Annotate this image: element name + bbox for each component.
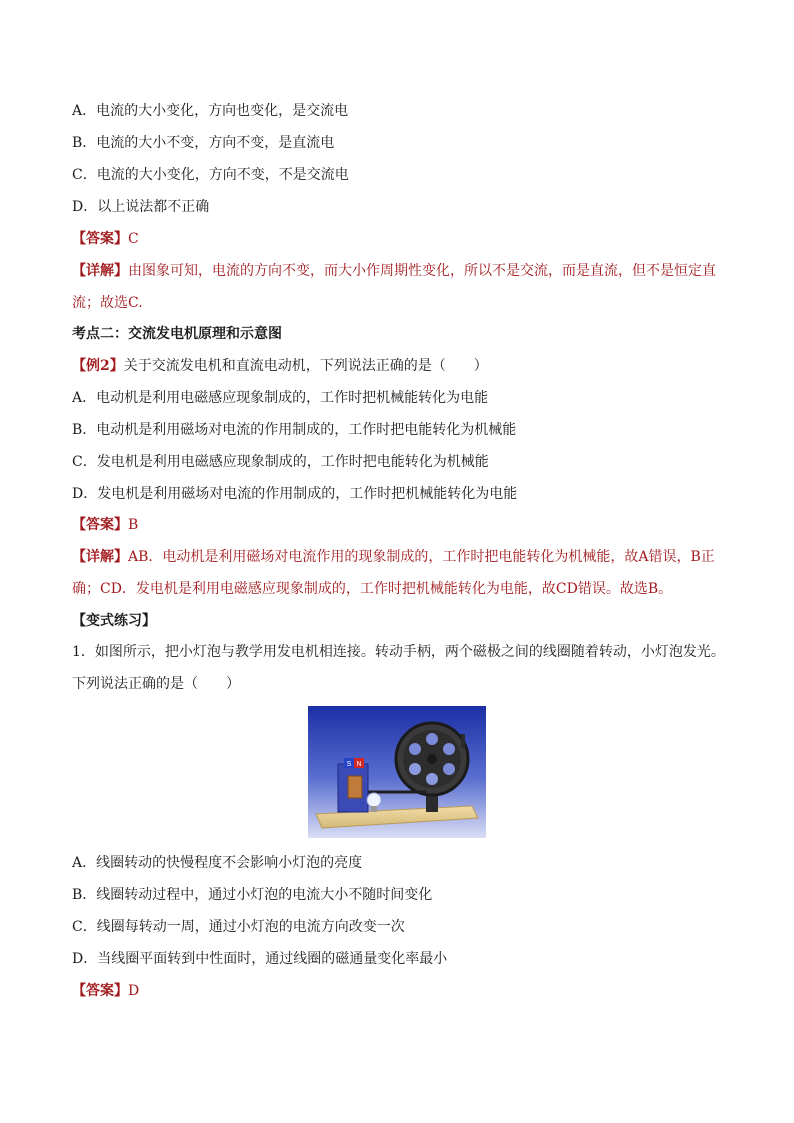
example-2-answer-value: B (128, 517, 139, 533)
q1-detail-tag: 【详解】 (72, 263, 128, 279)
example-2-option-a: A．电动机是利用电磁感应现象制成的，工作时把机械能转化为电能 (72, 390, 489, 406)
practice-heading: 【变式练习】 (72, 613, 156, 629)
practice-option-a: A．线圈转动的快慢程度不会影响小灯泡的亮度 (72, 855, 363, 871)
q1-answer-value: C (128, 231, 139, 247)
hand-crank-wheel (396, 723, 468, 795)
example-2-option-b: B．电动机是利用磁场对电流的作用制成的，工作时把电能转化为机械能 (72, 422, 517, 438)
practice-question-line-2: 下列说法正确的是（ ） (72, 676, 240, 692)
q1-detail-line-2: 流；故选C. (72, 295, 143, 311)
q1-option-b: B．电流的大小不变，方向不变，是直流电 (72, 135, 335, 151)
q1-option-d: D．以上说法都不正确 (72, 199, 210, 215)
example-2-tag: 【例2】 (72, 358, 124, 374)
example-2-detail-line-1 (72, 547, 754, 567)
example-2-answer-tag: 【答案】 (72, 517, 128, 533)
example-2-detail-tag: 【详解】 (72, 549, 128, 565)
example-2-answer (72, 515, 754, 535)
example-2-detail-line-2: 确；CD．发电机是利用电磁感应现象制成的，工作时把机械能转化为电能，故CD错误。故选B。 (72, 581, 673, 597)
q1-option-c: C．电流的大小变化，方向不变，不是交流电 (72, 167, 349, 183)
practice-option-d: D．当线圈平面转到中性面时，通过线圈的磁通量变化率最小 (72, 951, 448, 967)
q1-answer (72, 229, 754, 249)
coil (348, 776, 362, 798)
practice-answer-tag: 【答案】 (72, 983, 128, 999)
practice-answer-value: D (128, 983, 140, 999)
example-2-stem (72, 356, 754, 376)
generator-photo (308, 706, 486, 838)
practice-option-c: C．线圈每转动一周，通过小灯泡的电流方向改变一次 (72, 919, 405, 935)
magnet-n-label: N (356, 761, 362, 768)
q1-option-a: A．电流的大小变化，方向也变化，是交流电 (72, 103, 349, 119)
practice-option-b: B．线圈转动过程中，通过小灯泡的电流大小不随时间变化 (72, 887, 433, 903)
example-2-option-c: C．发电机是利用电磁感应现象制成的，工作时把电能转化为机械能 (72, 454, 489, 470)
section-heading: 考点二：交流发电机原理和示意图 (72, 326, 282, 342)
magnet-s-label: S (346, 761, 352, 768)
q1-detail-text-1: 由图象可知，电流的方向不变，而大小作周期性变化，所以不是交流，而是直流，但不是恒定直 (128, 263, 716, 279)
example-2-question: 关于交流发电机和直流电动机，下列说法正确的是（ ） (123, 358, 488, 374)
example-2-option-d: D．发电机是利用磁场对电流的作用制成的，工作时把机械能转化为电能 (72, 486, 518, 502)
practice-question-line-1: 1．如图所示，把小灯泡与教学用发电机相连接。转动手柄，两个磁极之间的线圈随着转动，小灯泡发光。 (72, 644, 725, 660)
practice-answer (72, 981, 754, 1001)
q1-answer-tag: 【答案】 (72, 231, 128, 247)
q1-detail-line-1 (72, 261, 754, 281)
example-2-detail-text-1: AB．电动机是利用磁场对电流作用的现象制成的，工作时把电能转化为机械能，故A错误，B正 (128, 549, 715, 565)
